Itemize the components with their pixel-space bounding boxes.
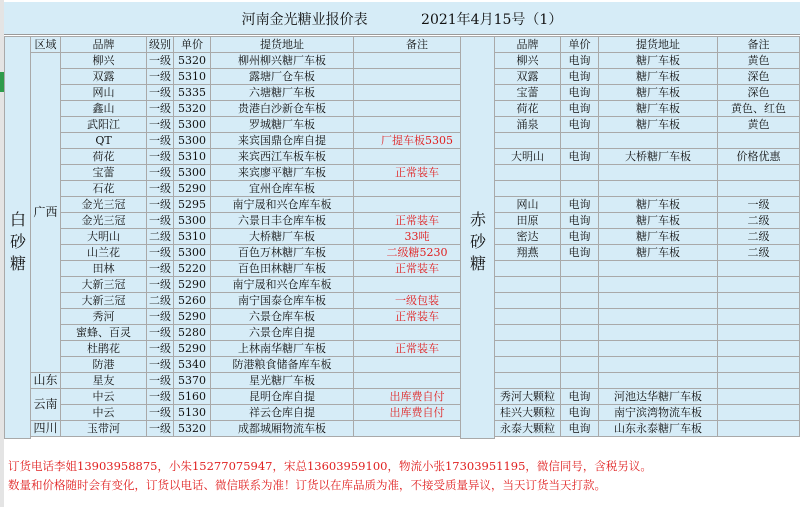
brand-cell: 密达 <box>495 229 561 245</box>
right-table-row <box>495 293 800 309</box>
pickup-cell <box>599 309 718 325</box>
brand-cell: 宝蕾 <box>61 165 147 181</box>
remark-cell: 深色 <box>718 85 800 101</box>
pickup-cell: 宜州仓库车板 <box>211 181 354 197</box>
left-table-row <box>31 389 481 405</box>
pickup-cell: 糖厂车板 <box>599 101 718 117</box>
notice-line: 数量和价格随时会有变化，订货以电话、微信联系为准！订货以在库品质为准，不接受质量异议，当天订货当天打款。 <box>8 478 606 492</box>
remark-cell <box>718 405 800 421</box>
price-cell: 5290 <box>174 181 211 197</box>
sheet-title: 河南金光糖业报价表 2021年4月15号（1） <box>241 12 563 28</box>
grade-cell: 一级 <box>147 405 174 421</box>
remark-cell: 出库费自付 <box>354 389 481 405</box>
price-cell: 电询 <box>561 197 599 213</box>
pickup-cell: 六景日丰仓库车板 <box>211 213 354 229</box>
remark-cell <box>718 261 800 277</box>
left-table-row <box>31 325 481 341</box>
price-cell: 电询 <box>561 229 599 245</box>
price-cell <box>561 325 599 341</box>
brand-cell: 宝蕾 <box>495 85 561 101</box>
right-table-row <box>495 133 800 149</box>
left-table-row <box>31 117 481 133</box>
pickup-cell: 糖厂车板 <box>599 85 718 101</box>
grade-cell: 一级 <box>147 213 174 229</box>
left-table-row <box>31 85 481 101</box>
left-table-row <box>31 101 481 117</box>
price-cell: 5320 <box>174 101 211 117</box>
title-row <box>4 2 800 35</box>
grade-cell: 一级 <box>147 69 174 85</box>
price-cell: 电询 <box>561 405 599 421</box>
grade-cell: 一级 <box>147 277 174 293</box>
left-table-row <box>31 357 481 373</box>
left-header-cell: 区域 <box>31 37 61 53</box>
remark-cell <box>718 389 800 405</box>
pickup-cell <box>599 261 718 277</box>
left-table-row <box>31 277 481 293</box>
remark-cell: 一级 <box>718 197 800 213</box>
right-header-cell: 单价 <box>561 37 599 53</box>
brand-cell: 涌泉 <box>495 117 561 133</box>
pickup-cell: 六塘糖厂车板 <box>211 85 354 101</box>
left-header-cell: 级别 <box>147 37 174 53</box>
right-table-row <box>495 405 800 421</box>
left-table-row <box>31 245 481 261</box>
pickup-cell: 大桥糖厂车板 <box>211 229 354 245</box>
brand-cell: 防港 <box>61 357 147 373</box>
right-table-row <box>495 213 800 229</box>
pickup-cell: 河池达华糖厂车板 <box>599 389 718 405</box>
brand-cell: 山兰花 <box>61 245 147 261</box>
right-table-row <box>495 309 800 325</box>
pickup-cell: 来宾西江车板车板 <box>211 149 354 165</box>
price-cell: 5300 <box>174 133 211 149</box>
remark-cell <box>718 341 800 357</box>
remark-cell: 深色 <box>718 69 800 85</box>
brand-cell: 柳兴 <box>61 53 147 69</box>
price-cell: 5130 <box>174 405 211 421</box>
brand-cell: 中云 <box>61 389 147 405</box>
remark-cell: 二级 <box>718 213 800 229</box>
remark-cell: 二级 <box>718 245 800 261</box>
remark-cell <box>718 421 800 437</box>
price-cell: 电询 <box>561 149 599 165</box>
left-table-row <box>31 213 481 229</box>
pickup-cell <box>599 373 718 389</box>
grade-cell: 一级 <box>147 149 174 165</box>
right-table-row <box>495 277 800 293</box>
left-table-row <box>31 149 481 165</box>
pickup-cell: 南宁晟和兴仓库车板 <box>211 277 354 293</box>
pickup-cell: 南宁滨湾物流车板 <box>599 405 718 421</box>
remark-cell <box>718 181 800 197</box>
grade-cell: 一级 <box>147 389 174 405</box>
pickup-cell: 祥云仓库自提 <box>211 405 354 421</box>
price-cell: 5280 <box>174 325 211 341</box>
right-table-row <box>495 149 800 165</box>
brand-cell <box>495 373 561 389</box>
brand-cell <box>495 261 561 277</box>
left-header-cell: 品牌 <box>61 37 147 53</box>
brand-cell <box>495 277 561 293</box>
right-header-cell: 品牌 <box>495 37 561 53</box>
right-table-row <box>495 229 800 245</box>
grade-cell: 一级 <box>147 53 174 69</box>
pickup-cell: 百色田林糖厂车板 <box>211 261 354 277</box>
remark-cell: 黄色 <box>718 53 800 69</box>
remark-cell: 正常装车 <box>354 309 481 325</box>
grade-cell: 一级 <box>147 341 174 357</box>
brand-cell: 秀河大颗粒 <box>495 389 561 405</box>
price-cell <box>561 309 599 325</box>
right-header-row <box>495 37 800 53</box>
remark-cell <box>718 133 800 149</box>
price-cell: 5310 <box>174 69 211 85</box>
brand-cell: 网山 <box>61 85 147 101</box>
grade-cell: 一级 <box>147 325 174 341</box>
price-cell <box>561 181 599 197</box>
brand-cell: 永泰大颗粒 <box>495 421 561 437</box>
pickup-cell: 露塘厂仓车板 <box>211 69 354 85</box>
brand-cell: 田原 <box>495 213 561 229</box>
pickup-cell <box>599 341 718 357</box>
price-cell <box>561 133 599 149</box>
grade-cell: 一级 <box>147 85 174 101</box>
brand-cell: 大新三冠 <box>61 293 147 309</box>
brand-cell: 蜜蜂、百灵 <box>61 325 147 341</box>
right-table-row <box>495 117 800 133</box>
pickup-cell: 糖厂车板 <box>599 213 718 229</box>
grade-cell: 一级 <box>147 245 174 261</box>
left-table-row <box>31 261 481 277</box>
brand-cell: 田林 <box>61 261 147 277</box>
pickup-cell <box>599 277 718 293</box>
left-table-row <box>31 165 481 181</box>
brand-cell: 中云 <box>61 405 147 421</box>
price-cell: 5295 <box>174 197 211 213</box>
price-cell: 电询 <box>561 245 599 261</box>
brand-cell: 柳兴 <box>495 53 561 69</box>
right-table-row <box>495 69 800 85</box>
price-cell: 电询 <box>561 213 599 229</box>
brand-cell: 双露 <box>495 69 561 85</box>
pickup-cell: 糖厂车板 <box>599 69 718 85</box>
pickup-cell: 大桥糖厂车板 <box>599 149 718 165</box>
right-header-cell: 提货地址 <box>599 37 718 53</box>
price-cell <box>561 357 599 373</box>
brand-cell: 星友 <box>61 373 147 389</box>
price-cell: 电询 <box>561 389 599 405</box>
right-table-row <box>495 101 800 117</box>
price-cell: 5340 <box>174 357 211 373</box>
brand-cell <box>495 181 561 197</box>
right-table-row <box>495 85 800 101</box>
remark-cell: 正常装车 <box>354 213 481 229</box>
grade-cell: 二级 <box>147 293 174 309</box>
left-table-row <box>31 405 481 421</box>
brand-cell: 石花 <box>61 181 147 197</box>
price-cell <box>561 293 599 309</box>
brand-cell: 玉带河 <box>61 421 147 437</box>
contact-line: 订货电话李姐13903958875，小朱15277075947，宋总13603959100，物流小张17303951195，微信同号，含税另议。 <box>8 459 652 473</box>
grade-cell: 一级 <box>147 373 174 389</box>
grade-cell: 一级 <box>147 101 174 117</box>
white-sugar-table <box>30 36 481 437</box>
left-table-row <box>31 341 481 357</box>
price-cell: 电询 <box>561 53 599 69</box>
category-column-white-sugar <box>4 36 31 439</box>
remark-cell <box>718 277 800 293</box>
pickup-cell <box>599 357 718 373</box>
pickup-cell: 来宾国鼎仓库自提 <box>211 133 354 149</box>
pickup-cell: 山东永泰糖厂车板 <box>599 421 718 437</box>
pickup-cell: 糖厂车板 <box>599 53 718 69</box>
brand-cell: 大明山 <box>495 149 561 165</box>
right-table-row <box>495 165 800 181</box>
remark-cell <box>718 293 800 309</box>
grade-cell: 一级 <box>147 117 174 133</box>
price-cell: 5370 <box>174 373 211 389</box>
remark-cell <box>718 309 800 325</box>
brand-cell: 武阳江 <box>61 117 147 133</box>
left-table-row <box>31 309 481 325</box>
brand-cell <box>495 309 561 325</box>
right-table-row <box>495 261 800 277</box>
grade-cell: 一级 <box>147 357 174 373</box>
pickup-cell <box>599 325 718 341</box>
price-cell <box>561 165 599 181</box>
region-cell: 云南 <box>31 389 61 421</box>
left-table-row <box>31 197 481 213</box>
price-cell: 电询 <box>561 69 599 85</box>
remark-cell: 正常装车 <box>354 165 481 181</box>
grade-cell: 一级 <box>147 421 174 437</box>
remark-cell: 黄色 <box>718 117 800 133</box>
price-cell: 5335 <box>174 85 211 101</box>
pickup-cell <box>599 293 718 309</box>
pickup-cell: 百色万林糖厂车板 <box>211 245 354 261</box>
brand-cell <box>495 293 561 309</box>
region-cell: 四川 <box>31 421 61 437</box>
brand-cell: 荷花 <box>61 149 147 165</box>
grade-cell: 二级 <box>147 229 174 245</box>
brand-cell: 桂兴大颗粒 <box>495 405 561 421</box>
brand-cell: QT <box>61 133 147 149</box>
brand-cell: 网山 <box>495 197 561 213</box>
brand-cell: 双露 <box>61 69 147 85</box>
category-label-white-sugar: 白 砂 糖 <box>9 210 26 273</box>
right-table-row <box>495 53 800 69</box>
grade-cell: 一级 <box>147 261 174 277</box>
pickup-cell <box>599 181 718 197</box>
remark-cell: 正常装车 <box>354 261 481 277</box>
brand-cell <box>495 357 561 373</box>
brand-cell <box>495 341 561 357</box>
pickup-cell <box>599 165 718 181</box>
price-cell <box>561 261 599 277</box>
pickup-cell: 南宁晟和兴仓库车板 <box>211 197 354 213</box>
category-label-brown-sugar: 赤 砂 糖 <box>469 210 486 273</box>
pickup-cell: 六景仓库自提 <box>211 325 354 341</box>
pickup-cell: 糖厂车板 <box>599 229 718 245</box>
price-cell <box>561 277 599 293</box>
grade-cell: 一级 <box>147 197 174 213</box>
price-cell: 5290 <box>174 277 211 293</box>
grade-cell: 一级 <box>147 309 174 325</box>
brand-cell: 金光三冠 <box>61 213 147 229</box>
brand-cell: 金光三冠 <box>61 197 147 213</box>
brand-cell: 大新三冠 <box>61 277 147 293</box>
brand-cell: 秀河 <box>61 309 147 325</box>
left-table-row <box>31 133 481 149</box>
brand-cell: 大明山 <box>61 229 147 245</box>
left-table-row <box>31 373 481 389</box>
remark-cell: 33吨 <box>354 229 481 245</box>
pickup-cell: 来宾廖平糖厂车板 <box>211 165 354 181</box>
remark-cell: 正常装车 <box>354 341 481 357</box>
price-cell: 5300 <box>174 165 211 181</box>
left-table-row <box>31 181 481 197</box>
right-table-row <box>495 389 800 405</box>
price-cell: 5260 <box>174 293 211 309</box>
category-column-brown-sugar <box>460 36 495 439</box>
price-cell: 5160 <box>174 389 211 405</box>
price-cell: 5220 <box>174 261 211 277</box>
left-header-cell: 单价 <box>174 37 211 53</box>
left-header-cell: 备注 <box>354 37 481 53</box>
region-cell: 广西 <box>31 53 61 373</box>
price-cell <box>561 341 599 357</box>
pickup-cell: 柳州柳兴糖厂车板 <box>211 53 354 69</box>
left-table-row <box>31 229 481 245</box>
right-table-row <box>495 181 800 197</box>
remark-cell: 出库费自付 <box>354 405 481 421</box>
region-cell: 山东 <box>31 373 61 389</box>
remark-cell: 黄色、红色 <box>718 101 800 117</box>
brand-cell <box>495 133 561 149</box>
pickup-cell: 糖厂车板 <box>599 117 718 133</box>
pickup-cell: 罗城糖厂车板 <box>211 117 354 133</box>
grade-cell: 一级 <box>147 181 174 197</box>
remark-cell <box>718 165 800 181</box>
left-table-row <box>31 53 481 69</box>
right-table-row <box>495 325 800 341</box>
brand-cell <box>495 325 561 341</box>
pickup-cell: 上林南华糖厂车板 <box>211 341 354 357</box>
price-cell <box>561 373 599 389</box>
price-cell: 5320 <box>174 421 211 437</box>
pickup-cell: 贵港白沙新仓车板 <box>211 101 354 117</box>
right-table-row <box>495 421 800 437</box>
pickup-cell: 六景仓库车板 <box>211 309 354 325</box>
left-table-row <box>31 421 481 437</box>
grade-cell: 一级 <box>147 165 174 181</box>
pickup-cell: 星光糖厂车板 <box>211 373 354 389</box>
pickup-cell: 昆明仓库自提 <box>211 389 354 405</box>
right-table-row <box>495 373 800 389</box>
left-header-cell: 提货地址 <box>211 37 354 53</box>
left-header-row <box>31 37 481 53</box>
price-cell: 5300 <box>174 213 211 229</box>
brand-cell: 鑫山 <box>61 101 147 117</box>
brand-cell: 杜鹃花 <box>61 341 147 357</box>
left-table-row <box>31 69 481 85</box>
remark-cell: 价格优惠 <box>718 149 800 165</box>
remark-cell: 一级包装 <box>354 293 481 309</box>
pickup-cell <box>599 133 718 149</box>
remark-cell: 二级糖5230 <box>354 245 481 261</box>
brown-sugar-table <box>494 36 800 437</box>
brand-cell: 翔燕 <box>495 245 561 261</box>
price-cell: 5300 <box>174 117 211 133</box>
price-cell: 电询 <box>561 85 599 101</box>
price-cell: 5310 <box>174 229 211 245</box>
remark-cell <box>718 373 800 389</box>
left-table-row <box>31 293 481 309</box>
right-table-row <box>495 341 800 357</box>
right-table-row <box>495 197 800 213</box>
right-header-cell: 备注 <box>718 37 800 53</box>
pickup-cell: 糖厂车板 <box>599 197 718 213</box>
pickup-cell: 防港粮食储备库车板 <box>211 357 354 373</box>
right-table-row <box>495 245 800 261</box>
price-cell: 5320 <box>174 53 211 69</box>
remark-cell <box>718 325 800 341</box>
price-cell: 5290 <box>174 341 211 357</box>
price-cell: 5300 <box>174 245 211 261</box>
pickup-cell: 成都城厢物流车板 <box>211 421 354 437</box>
pickup-cell: 糖厂车板 <box>599 245 718 261</box>
price-cell: 电询 <box>561 117 599 133</box>
grade-cell: 一级 <box>147 133 174 149</box>
right-table-row <box>495 357 800 373</box>
price-cell: 5310 <box>174 149 211 165</box>
remark-cell: 二级 <box>718 229 800 245</box>
price-cell: 电询 <box>561 101 599 117</box>
remark-cell <box>718 357 800 373</box>
brand-cell: 荷花 <box>495 101 561 117</box>
price-cell: 5290 <box>174 309 211 325</box>
pickup-cell: 南宁国泰仓库车板 <box>211 293 354 309</box>
brand-cell <box>495 165 561 181</box>
remark-cell: 厂提车板5305 <box>354 133 481 149</box>
price-cell: 电询 <box>561 421 599 437</box>
